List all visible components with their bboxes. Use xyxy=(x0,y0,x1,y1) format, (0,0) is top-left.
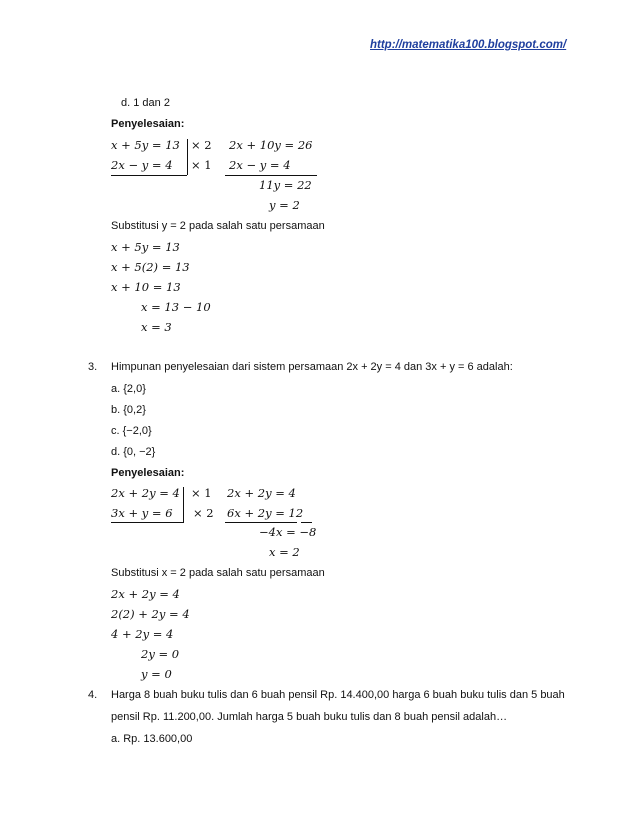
problem-question-line-2: pensil Rp. 11.200,00. Jumlah harga 5 buah buku tulis dan 8 buah pensil adalah… xyxy=(111,711,508,723)
multiplier-1: × 1 xyxy=(191,486,212,500)
step-line: 2y = 0 xyxy=(141,647,180,661)
option-a: a. Rp. 13.600,00 xyxy=(111,733,193,745)
problem-number: 3. xyxy=(88,361,98,373)
multiplier-2: × 2 xyxy=(193,506,214,520)
step-line: 2x + 2y = 4 xyxy=(111,587,180,601)
option-b: b. {0,2} xyxy=(111,404,146,416)
equation-1: x + 5y = 13 xyxy=(111,138,180,152)
elimination-bracket xyxy=(187,139,188,175)
option-d: d. {0, −2} xyxy=(111,446,156,458)
step-line: y = 0 xyxy=(141,667,172,681)
result-1: 2x + 10y = 26 xyxy=(229,138,313,152)
y-value: y = 2 xyxy=(269,198,300,212)
minus-sign xyxy=(301,522,312,523)
x-value: x = 2 xyxy=(269,545,300,559)
difference-result: −4x = −8 xyxy=(259,525,317,539)
equation-2: 3x + y = 6 xyxy=(111,506,173,520)
sum-result: 11y = 22 xyxy=(259,178,312,192)
step-line: x + 10 = 13 xyxy=(111,280,181,294)
step-line: 4 + 2y = 4 xyxy=(111,627,174,641)
equation-2: 2x − y = 4 xyxy=(111,158,173,172)
result-2: 6x + 2y = 12 xyxy=(227,506,304,520)
step-line: x + 5y = 13 xyxy=(111,240,180,254)
option-a: a. {2,0} xyxy=(111,383,146,395)
blog-url-link[interactable]: http://matematika100.blogspot.com/ xyxy=(370,39,567,51)
substitution-text: Substitusi y = 2 pada salah satu persamaan xyxy=(111,220,325,232)
sum-line xyxy=(225,175,317,176)
solution-label: Penyelesaian: xyxy=(111,118,185,130)
step-line: x + 5(2) = 13 xyxy=(111,260,190,274)
step-line: x = 3 xyxy=(141,320,172,334)
multiplier-1: × 2 xyxy=(191,138,212,152)
problem-question-line-1: Harga 8 buah buku tulis dan 6 buah pensil Rp. 14.400,00 harga 6 buah buku tulis dan 5 buah xyxy=(111,689,565,701)
result-1: 2x + 2y = 4 xyxy=(227,486,296,500)
equation-1: 2x + 2y = 4 xyxy=(111,486,180,500)
option-c: c. {−2,0} xyxy=(111,425,152,437)
step-line: x = 13 − 10 xyxy=(141,300,211,314)
option-d: d. 1 dan 2 xyxy=(121,97,170,109)
step-line: 2(2) + 2y = 4 xyxy=(111,607,190,621)
result-2: 2x − y = 4 xyxy=(229,158,291,172)
problem-question: Himpunan penyelesaian dari sistem persamaan 2x + 2y = 4 dan 3x + y = 6 adalah: xyxy=(111,361,513,373)
underline xyxy=(111,175,187,176)
problem-number: 4. xyxy=(88,689,98,701)
multiplier-2: × 1 xyxy=(191,158,212,172)
solution-label: Penyelesaian: xyxy=(111,467,185,479)
underline xyxy=(111,522,183,523)
substitution-text: Substitusi x = 2 pada salah satu persamaan xyxy=(111,567,325,579)
difference-line xyxy=(225,522,297,523)
elimination-bracket xyxy=(183,487,184,523)
